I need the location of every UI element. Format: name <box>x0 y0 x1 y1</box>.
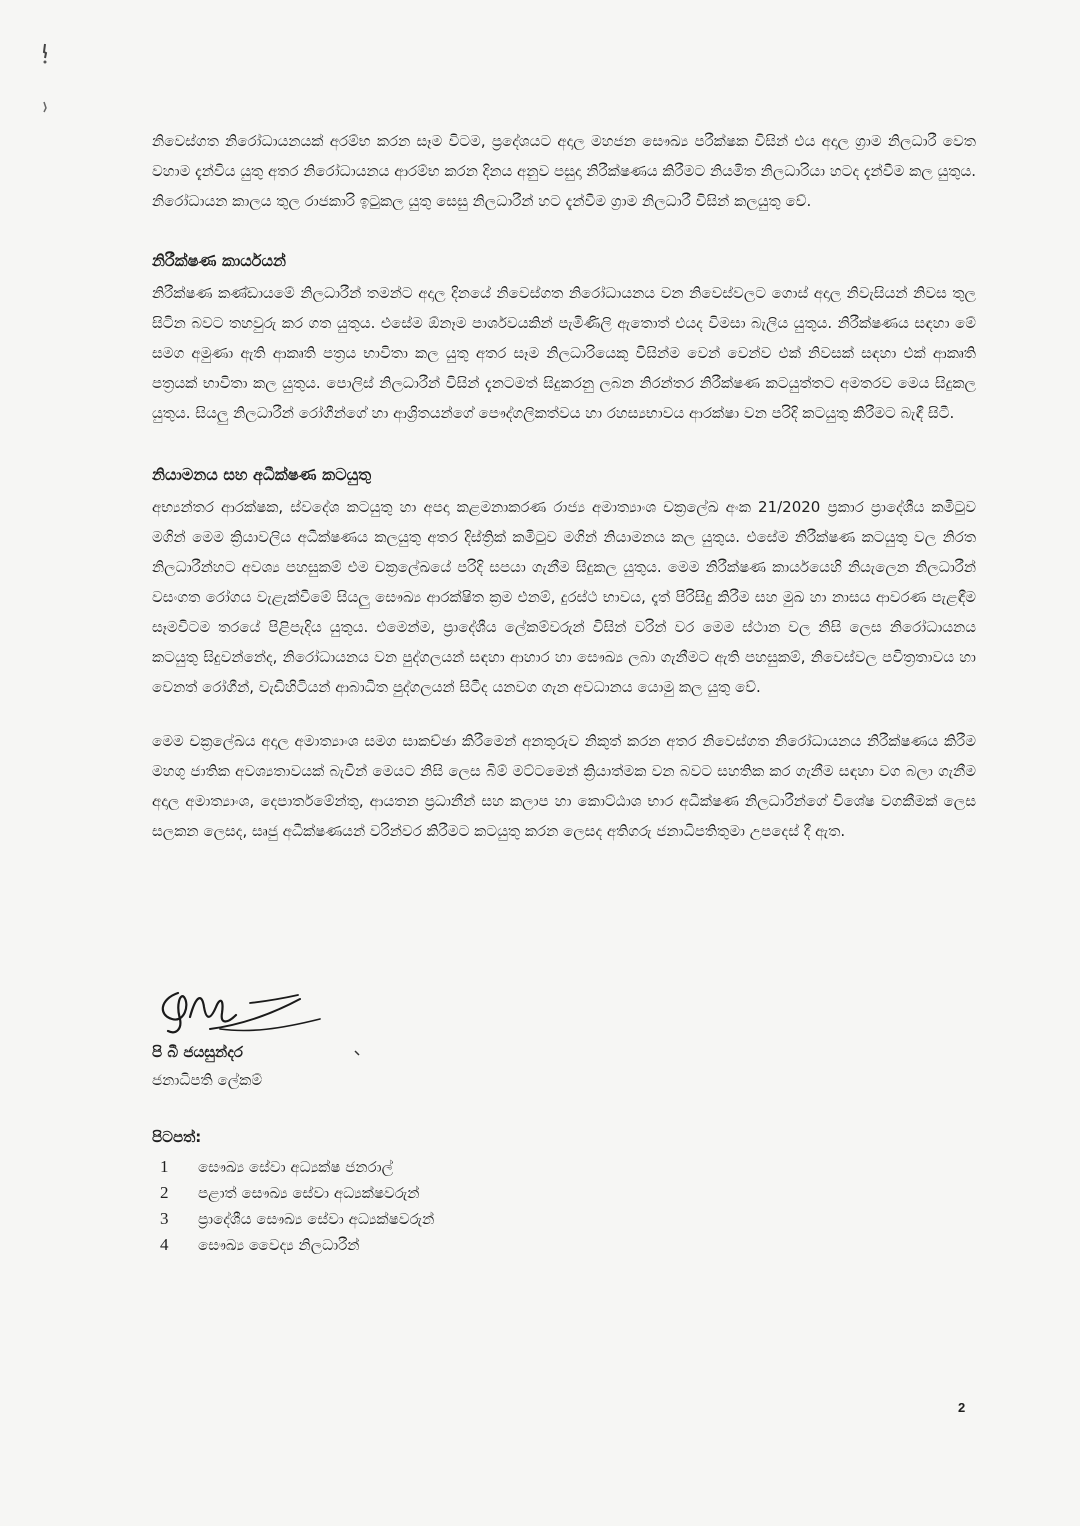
copies-heading: පිටපත්: <box>152 1128 202 1146</box>
list-item <box>152 1232 652 1258</box>
copies-list <box>152 1154 652 1258</box>
signer-title: ජනාධිපති ලේකම් <box>152 1071 263 1089</box>
list-item <box>152 1154 652 1180</box>
signature-block <box>150 985 550 1093</box>
copy-number: 1 <box>160 1157 169 1176</box>
list-item <box>152 1206 652 1232</box>
paragraph-closing-instructions: මෙම චක්‍රලේඛය අදාල අමාත්‍යාංශ සමග සාකච්ඡා කිරීමෙන් අනතුරුව නිකුත් කරන අතර නිවෙස්ගත නිරෝධායනය නිරීක්ෂණය කිරීම මහගු ජාතික අවශ්‍යතාවයක් බැවින් මෙයට නිසි ලෙස බිම් මට්ටමෙන් ක්‍රියාත්මක වන බවට සහතික කර ගැනීම සඳහා වග බලා ගැනීම අදාල අමාත්‍යාංශ, දෙපාර්තමේන්තු, ආයතන ප්‍රධානීන් සහ කලාප හා කොට්ඨාශ භාර අධීක්ෂණ නිලධාරීන්ගේ විශේෂ වගකීමක් ලෙස සලකන ලෙසද, සෘජු අධීක්ෂණයන් වරින්වර කිරීමට කටයුතු කරන ලෙසද අතිගරු ජනාධිපතිතුමා උපදෙස් දී ඇත. <box>152 732 976 840</box>
copy-recipient: සෞඛ්‍ය වෛද්‍ය නිලධාරීන් <box>198 1236 360 1254</box>
copies-section <box>152 1124 652 1258</box>
paragraph-inspection-tasks: නිරීක්ෂණ කණ්ඩායමේ නිලධාරීන් තමන්ට අදාල දිනයේ නිවෙස්ගත නිරෝධායනය වන නිවෙස්වලට ගොස් අදාල නිවැසියන් නිවස තුල සිටින බවට තහවුරු කර ගත යුතුය. එසේම ඕනෑම පාර්ශවයකින් පැමිණිලි ඇතොත් එයද විමසා බැලිය යුතුය. නිරීක්ෂණය සඳහා මේ සමග අමුණා ඇති ආකෘති පත්‍රය භාවිතා කල යුතු අතර සෑම නිලධාරියෙකු විසින්ම වෙන් වෙන්ව එක් නිවසක් සඳහා එක් ආකෘති පත්‍රයක් භාවිතා කල යුතුය. පොලිස් නිලධාරීන් විසින් දැනටමත් සිදුකරනු ලබන නිරන්තර නිරීක්ෂණ කටයුත්තට අමතරව මෙය සිදුකල යුතුය. සියලු නිලධාරීන් රෝගීන්ගේ හා ආශ්‍රිතයන්ගේ පෞද්ගලිකත්වය හා රහස්‍යභාවය ආරක්ෂා වන පරිදි කටයුතු කිරීමට බැඳී සිටී. <box>152 284 976 422</box>
letter-body <box>152 120 976 846</box>
heading-inspection-tasks: නිරීක්ෂණ කාර්යයන් <box>152 251 286 270</box>
copy-recipient: පළාත් සෞඛ්‍ය සේවා අධ්‍යක්ෂවරුන් <box>198 1184 420 1202</box>
copy-number: 2 <box>160 1183 169 1202</box>
list-item <box>152 1180 652 1206</box>
copy-recipient: සෞඛ්‍ය සේවා අධ්‍යක්ෂ ජනරාල් <box>198 1158 394 1176</box>
copy-number: 4 <box>160 1235 169 1254</box>
paragraph-regulation-supervision: අභ්‍යන්තර ආරක්ෂක, ස්වදේශ කටයුතු හා අපදා කළමනාකරණ රාජ්‍ය අමාත්‍යාංශ චක්‍රලේඛ අංක 21/2020 ප්‍රකාර ප්‍රාදේශීය කමිටුව මගින් මෙම ක්‍රියාවලිය අධීක්ෂණය කලයුතු අතර දිස්ත්‍රික් කමිටුව මගින් නියාමනය කල යුතුය. එසේම නිරීක්ෂණ කටයුතු වල නිරත නිලධාරීන්හට අවශ්‍ය පහසුකම් එම චක්‍රලේඛයේ පරිදි සපයා ගැනීම සිදුකල යුතුය. මෙම නිරීක්ෂණ කාර්යයෙහි නියැලෙන නිලධාරීන් වසංගත රෝගය වැළැක්වීමේ සියලු සෞඛ්‍ය ආරක්ෂිත ක්‍රම එනම්, දුරස්ථ භාවය, දෑත් පිරිසිදු කිරීම සහ මුඛ හා නාසය ආවරණ පැළඳීම සෑමවිටම තරයේ පිළිපැදිය යුතුය. එමෙන්ම, ප්‍රාදේශීය ලේකම්වරුන් විසින් වරින් වර මෙම ස්ථාන වල නිසි ලෙස නිරෝධායනය කටයුතු සිදුවන්නේද, නිරෝධායනය වන පුද්ගලයන් සඳහා ආහාර හා සෞඛ්‍ය ලබා ගැනීමට ඇති පහසුකම්, නිවෙස්වල පවිත්‍රතාවය හා වෙනත් රෝගීන්, වැඩිහිටියන් ආබාධිත පුද්ගලයන් සිටීද යනවග ගැන අවධානය යොමු කල යුතු වේ. <box>152 498 976 696</box>
copy-number: 3 <box>160 1209 169 1228</box>
page-number: 2 <box>958 1400 966 1415</box>
copy-recipient: ප්‍රාදේශීය සෞඛ්‍ය සේවා අධ්‍යක්ෂවරුන් <box>198 1210 435 1228</box>
paragraph-quarantine-notice: නිවෙස්ගත නිරෝධායනයක් අරම්භ කරන සෑම විටම, ප්‍රදේශයට අදාල මහජන සෞඛ්‍ය පරීක්ෂක විසින් එය අදාල ග්‍රාම නිලධාරී වෙත වහාම දැන්විය යුතු අතර නිරෝධායනය ආරම්භ කරන දිනය අනුව පසුදා නිරීක්ෂණය කිරීමට නියමිත නිලධාරියා හටද දැන්වීම කල යුතුය. නිරෝධායන කාලය තුල රාජකාරි ඉටුකල යුතු සෙසු නිලධාරීන් හට දැන්වීම ග්‍රාම නිලධාරී විසින් කලයුතු වේ. <box>152 132 976 210</box>
heading-regulation-supervision: නියාමනය සහ අධීක්ෂණ කටයුතු <box>152 465 372 484</box>
handwritten-signature <box>150 985 340 1045</box>
margin-marks <box>36 40 56 120</box>
stray-ink-mark <box>354 1050 360 1056</box>
signer-name: පි බී ජයසුන්දර <box>152 1043 243 1061</box>
